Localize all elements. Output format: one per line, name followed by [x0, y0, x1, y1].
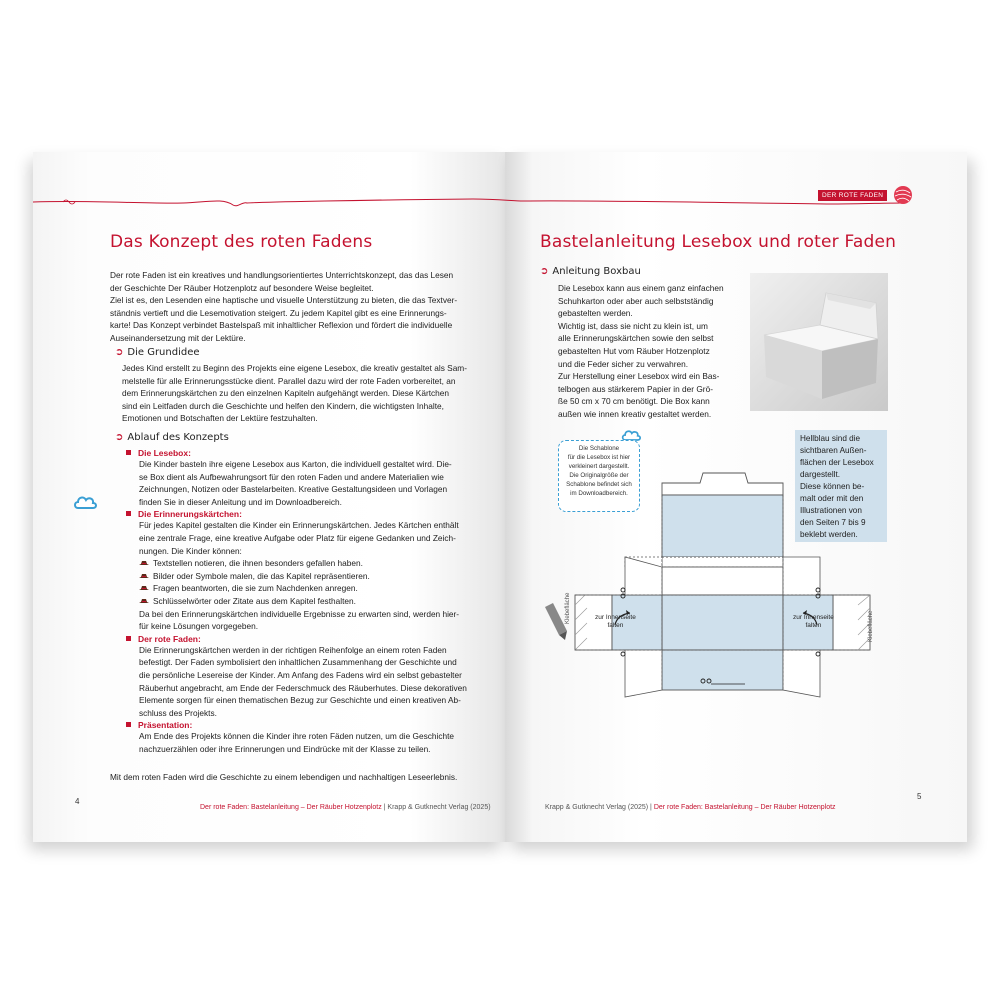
page-number-right: 5: [917, 792, 922, 801]
square-bullet-icon: [126, 511, 131, 516]
item-label: Die Lesebox:: [138, 448, 191, 458]
hat-bullet-item: [139, 582, 496, 595]
text-line: für keine Lösungen vorgegeben.: [139, 621, 259, 632]
text-line: die persönliche Lesereise der Kinder. Am Anfang des Fadens wird ein selbst gebastelter: [139, 669, 462, 680]
hat-bullet-item: [139, 570, 496, 583]
footer-left: [200, 804, 491, 811]
note-line: im Downloadbereich.: [570, 490, 628, 497]
note-line: Die Schablone: [578, 445, 620, 452]
text-line: sind ein Leitfaden durch die Geschichte und helfen den Kindern, die wichtigsten Inhalte,: [122, 400, 444, 411]
text-line: befestigt. Der Faden symbolisiert den inhaltlichen Zusammenhang der Geschichte und: [139, 657, 457, 668]
section-heading-label: Anleitung Boxbau: [552, 266, 641, 277]
note-line: für die Lesebox ist hier: [567, 454, 631, 461]
left-page-title: Das Konzept des roten Fadens: [110, 232, 373, 252]
item-label: Der rote Faden:: [138, 633, 201, 644]
footer-right: [545, 804, 836, 811]
text-line: nachzuerzählen oder ihre Erinnerungen und Eindrücke mit der Klasse zu teilen.: [139, 743, 431, 754]
text-line: telbogen aus stärkerem Papier in der Grö-: [558, 383, 713, 394]
section-anleitung-heading: [540, 266, 641, 277]
square-bullet-icon: [126, 636, 131, 641]
intro-line: der Geschichte Der Räuber Hotzenplotz auf besondere Weise begleitet.: [110, 282, 374, 293]
info-line: Diese können be-: [800, 482, 865, 491]
text-line: finden Sie in dieser Anleitung und im Downloadbereich.: [139, 496, 342, 507]
footer-publisher: Krapp & Gutknecht Verlag (2025) |: [545, 804, 654, 811]
text-line: und die Feder sicher zu verwahren.: [558, 358, 689, 369]
text-line: Schlüsselwörter oder Zitate aus dem Kapitel festhalten.: [153, 595, 356, 606]
fold-line: zur Innenseite: [793, 614, 834, 621]
item-label-praesentation: [126, 720, 496, 730]
hat-icon: [139, 585, 149, 591]
hat-bullet-item: [139, 595, 496, 608]
text-line: Am Ende des Projekts können die Kinder ihre roten Fäden nutzen, um die Geschichte: [139, 731, 455, 742]
box-template-diagram: [535, 465, 890, 710]
section-heading-label: Die Grundidee: [127, 347, 200, 358]
text-line: Zeichnungen, Notizen oder Bastelarbeiten. Kreative Gestaltungsideen und Vorlagen: [139, 484, 448, 495]
info-line: Hellblau sind die: [800, 434, 861, 443]
text-line: eine zentrale Frage, eine kreative Aufgabe oder Platz für eigene Gedanken und Zeich-: [139, 532, 456, 543]
item-body: [126, 730, 496, 755]
right-page-title: Bastelanleitung Lesebox und roter Faden: [540, 232, 897, 252]
text-line: ße 50 cm x 70 cm benötigt. Die Box kann: [558, 396, 710, 407]
intro-text: [110, 269, 490, 345]
text-line: melstelle für alle Erinnerungsstücke dient. Parallel dazu wird der rote Faden vorbereitet, an: [122, 375, 456, 386]
info-line: flächen der Lesebox: [800, 458, 874, 467]
info-line: malt oder mit den: [800, 494, 864, 503]
text-line: gebastelten Hut vom Räuber Hotzenplotz: [558, 345, 710, 356]
text-line: se Box dient als Aufbewahrungsort für den roten Faden und andere Materialien wie: [139, 471, 444, 482]
text-line: Zur Herstellung einer Lesebox wird ein Bas-: [558, 371, 720, 382]
intro-line: Ziel ist es, den Lesenden eine haptische und visuelle Unterstützung zu bieten, die das Textver-: [110, 295, 458, 306]
text-line: schluss des Projekts.: [139, 707, 217, 718]
info-line: den Seiten 7 bis 9: [800, 518, 866, 527]
text-line: Die Kinder basteln ihre eigene Lesebox aus Karton, die individuell gestaltet wird. Die-: [139, 459, 452, 469]
item-label: Präsentation:: [138, 720, 193, 731]
section-ablauf-heading: [115, 432, 229, 443]
square-bullet-icon: [126, 722, 131, 727]
section-grundidee-text: [122, 362, 492, 425]
ablauf-list: [126, 448, 496, 755]
text-line: Da bei den Erinnerungskärtchen individuelle Ergebnisse zu erwarten sind, werden hier-: [139, 608, 460, 619]
text-line: nungen. Die Kinder können:: [139, 545, 242, 556]
glue-label-left: Klebefläche: [565, 592, 571, 624]
note-line: Die Originalgröße der: [569, 472, 629, 479]
fold-label-left: [595, 614, 636, 630]
text-line: Jedes Kind erstellt zu Beginn des Projekts eine eigene Lesebox, die kreativ gestaltet als Sam-: [122, 363, 467, 373]
intro-line: ständnis vertieft und die Lesemotivation steigert. Zu jedem Kapitel gibt es eine Erinnerungs-: [110, 307, 447, 318]
intro-line: karte! Das Konzept verbindet Bastelspaß mit inhaltlicher Reflexion und fördert die individuelle: [110, 320, 453, 331]
arrow-icon: ➲: [115, 432, 124, 443]
section-heading-label: Ablauf des Konzepts: [127, 432, 229, 443]
fold-line: zur Innenseite: [595, 614, 636, 621]
item-label-roter-faden: [126, 634, 496, 644]
text-line: Textstellen notieren, die ihnen besonders gefallen haben.: [153, 558, 363, 569]
text-line: Schuhkarton oder aber auch selbstständig: [558, 295, 714, 306]
item-body: [126, 644, 496, 720]
fold-label-right: [793, 614, 834, 630]
cloud-icon: [73, 494, 97, 510]
hat-bullet-item: [139, 557, 496, 570]
glue-label-right: Klebefläche: [868, 610, 874, 642]
text-line: Die Lesebox kann aus einem ganz einfachen: [558, 283, 724, 293]
text-line: Elemente sorgen für einen thematischen Bezug zur Geschichte und einen kreativen Ab-: [139, 695, 461, 706]
hat-icon: [139, 598, 149, 604]
item-body: [126, 519, 496, 632]
text-line: dem Erinnerungskärtchen zu den einzelnen Kapiteln aufgehängt werden. Diese Kärtchen: [122, 388, 450, 399]
text-line: Fragen beantworten, die sie zum Nachdenken anregen.: [153, 583, 358, 594]
item-label-lesebox: [126, 448, 496, 458]
hat-icon: [139, 573, 149, 579]
text-line: alle Erinnerungskärtchen sowie den selbst: [558, 333, 714, 344]
item-body: [126, 458, 496, 508]
page-number-left: 4: [75, 797, 80, 806]
item-label: Die Erinnerungskärtchen:: [138, 509, 242, 520]
square-bullet-icon: [126, 450, 131, 455]
yarn-ball-icon: [892, 184, 914, 206]
note-line: verkleinert dargestellt.: [568, 463, 630, 470]
footer-title: Der rote Faden: Bastelanleitung – Der Räuber Hotzenplotz: [653, 804, 836, 811]
section-grundidee-heading: [115, 347, 200, 358]
text-line: gebastelten werden.: [558, 308, 633, 319]
intro-line: Der rote Faden ist ein kreatives und handlungsorientiertes Unterrichtskonzept, das das Lesen: [110, 270, 454, 280]
box-photo: [750, 273, 888, 411]
info-line: sichtbaren Außen-: [800, 446, 867, 455]
footer-title: Der rote Faden: Bastelanleitung – Der Räuber Hotzenplotz: [200, 804, 382, 811]
open-box-image: [750, 273, 888, 411]
info-line: dargestellt.: [800, 470, 841, 479]
text-line: Die Erinnerungskärtchen werden in der richtigen Reihenfolge an einem roten Faden: [139, 644, 447, 655]
text-line: außen wie innen kreativ gestaltet werden.: [558, 408, 712, 419]
fold-line: falten: [805, 622, 822, 629]
closing-line: Mit dem roten Faden wird die Geschichte zu einem lebendigen und nachhaltigen Leseerlebnis.: [110, 772, 458, 782]
fold-line: falten: [607, 622, 624, 629]
hat-icon: [139, 560, 149, 566]
text-line: Für jedes Kapitel gestalten die Kinder ein Erinnerungskärtchen. Jedes Kärtchen enthält: [139, 520, 459, 531]
text-line: Emotionen und Botschaften der Lektüre festzuhalten.: [122, 413, 318, 424]
anleitung-text: [558, 282, 746, 421]
info-line: beklebt werden.: [800, 530, 858, 539]
header-badge: DER ROTE FADEN: [818, 190, 887, 201]
intro-line: Auseinandersetzung mit der Lektüre.: [110, 332, 246, 343]
arrow-icon: ➲: [115, 347, 124, 358]
arrow-icon: ➲: [540, 266, 549, 277]
info-line: Illustrationen von: [800, 506, 862, 515]
text-line: Räuberhut angebracht, am Ende der Federschmuck des Räuberhutes. Diese dekorativen: [139, 682, 467, 693]
note-line: Schablone befindet sich: [566, 481, 632, 488]
text-line: Wichtig ist, dass sie nicht zu klein ist, um: [558, 320, 708, 331]
footer-publisher: | Krapp & Gutknecht Verlag (2025): [381, 804, 491, 811]
item-label-erinnerungskaertchen: [126, 509, 496, 519]
text-line: Bilder oder Symbole malen, die das Kapitel repräsentieren.: [153, 570, 370, 581]
